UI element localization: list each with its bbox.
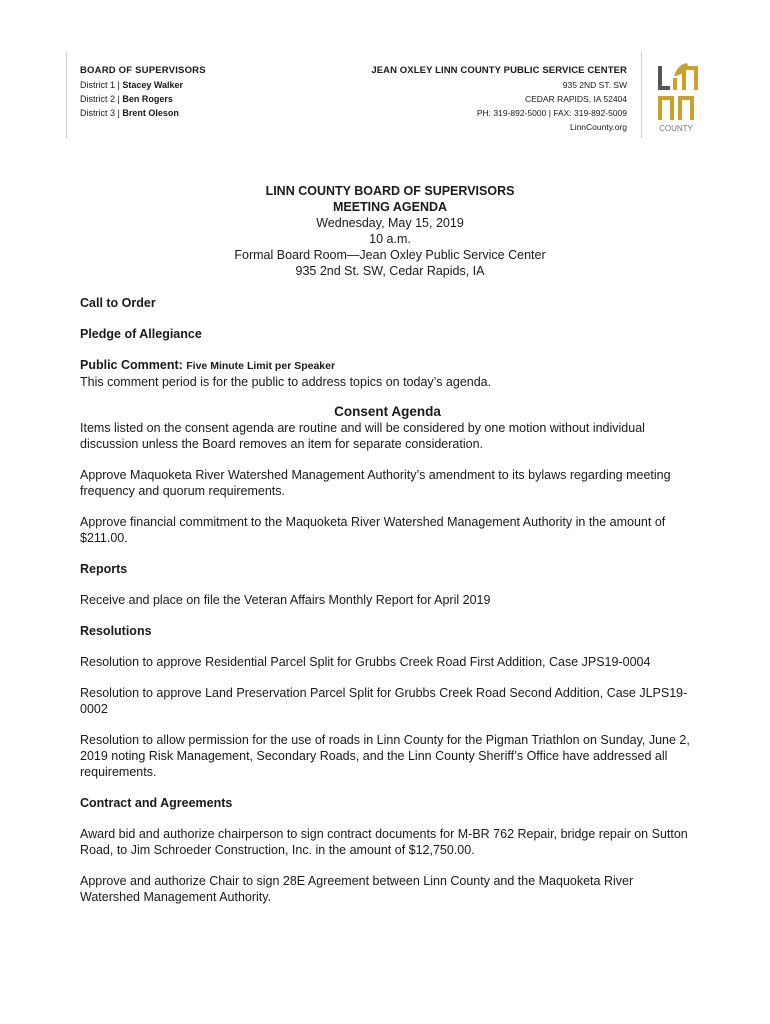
logo-county-text: COUNTY [659, 124, 693, 133]
board-title: BOARD OF SUPERVISORS [80, 65, 206, 76]
contract-item: Award bid and authorize chairperson to sign contract documents for M-BR 762 Repair, bridge repair on Sutton Road, to Jim Schroeder Construction, Inc. in the amount of $12,750.00. [80, 827, 688, 857]
address-line-2: CEDAR RAPIDS, IA 52404 [524, 94, 627, 104]
call-to-order-heading: Call to Order [80, 296, 156, 310]
public-comment-text: This comment period is for the public to address topics on today’s agenda. [80, 375, 492, 389]
district-2: District 2 | Ben Rogers [80, 94, 173, 104]
meeting-time: 10 a.m. [369, 232, 411, 246]
meeting-location: Formal Board Room—Jean Oxley Public Service Center [234, 248, 546, 262]
reports-heading: Reports [80, 562, 128, 576]
page-title: LINN COUNTY BOARD OF SUPERVISORS [265, 184, 515, 198]
linn-county-logo [652, 58, 706, 134]
website: LinnCounty.org [569, 122, 627, 132]
address-line-1: 935 2ND ST. SW [562, 80, 627, 90]
resolution-item: Resolution to approve Land Preservation Parcel Split for Grubbs Creek Road Second Addition, Case JLPS19-0002 [80, 686, 688, 716]
meeting-title-block [0, 183, 770, 279]
page-subtitle: MEETING AGENDA [332, 200, 448, 214]
agenda-body [80, 295, 695, 905]
meeting-date: Wednesday, May 15, 2019 [316, 216, 464, 230]
divider-left [66, 52, 67, 138]
resolutions-heading: Resolutions [80, 624, 152, 638]
district-3: District 3 | Brent Oleson [80, 108, 179, 118]
board-of-supervisors-block [80, 64, 206, 120]
consent-item: Approve Maquoketa River Watershed Management Authority’s amendment to its bylaws regarding meeting frequency and quorum requirements. [80, 468, 671, 498]
resolution-item: Resolution to approve Residential Parcel Split for Grubbs Creek Road First Addition, Case JPS19-0004 [80, 655, 651, 669]
service-center-title: JEAN OXLEY LINN COUNTY PUBLIC SERVICE CENTER [371, 65, 627, 76]
consent-agenda-heading: Consent Agenda [334, 404, 441, 419]
resolution-item: Resolution to allow permission for the use of roads in Linn County for the Pigman Triathlon on Sunday, June 2, 2019 noting Risk Management, Secondary Roads, and the Linn County Sheriff’s Office have addressed all requirements. [80, 733, 690, 779]
consent-item: Approve financial commitment to the Maquoketa River Watershed Management Authority in the amount of $211.00. [80, 515, 666, 545]
phone-fax: PH: 319-892-5000 | FAX: 319-892-5009 [476, 108, 627, 118]
contract-item: Approve and authorize Chair to sign 28E Agreement between Linn County and the Maquoketa River Watershed Management Authority. [80, 874, 634, 904]
district-1: District 1 | Stacey Walker [80, 80, 184, 90]
meeting-address: 935 2nd St. SW, Cedar Rapids, IA [295, 264, 485, 278]
divider-right [641, 52, 642, 138]
service-center-block [371, 64, 627, 134]
report-item: Receive and place on file the Veteran Affairs Monthly Report for April 2019 [80, 593, 491, 607]
consent-intro: Items listed on the consent agenda are routine and will be considered by one motion without individual discussion unless the Board removes an item for separate consideration. [80, 421, 645, 451]
letterhead [0, 0, 770, 140]
contracts-heading: Contract and Agreements [80, 796, 233, 810]
pledge-heading: Pledge of Allegiance [80, 327, 202, 341]
public-comment-heading: Public Comment: Five Minute Limit per Speaker [80, 358, 336, 372]
